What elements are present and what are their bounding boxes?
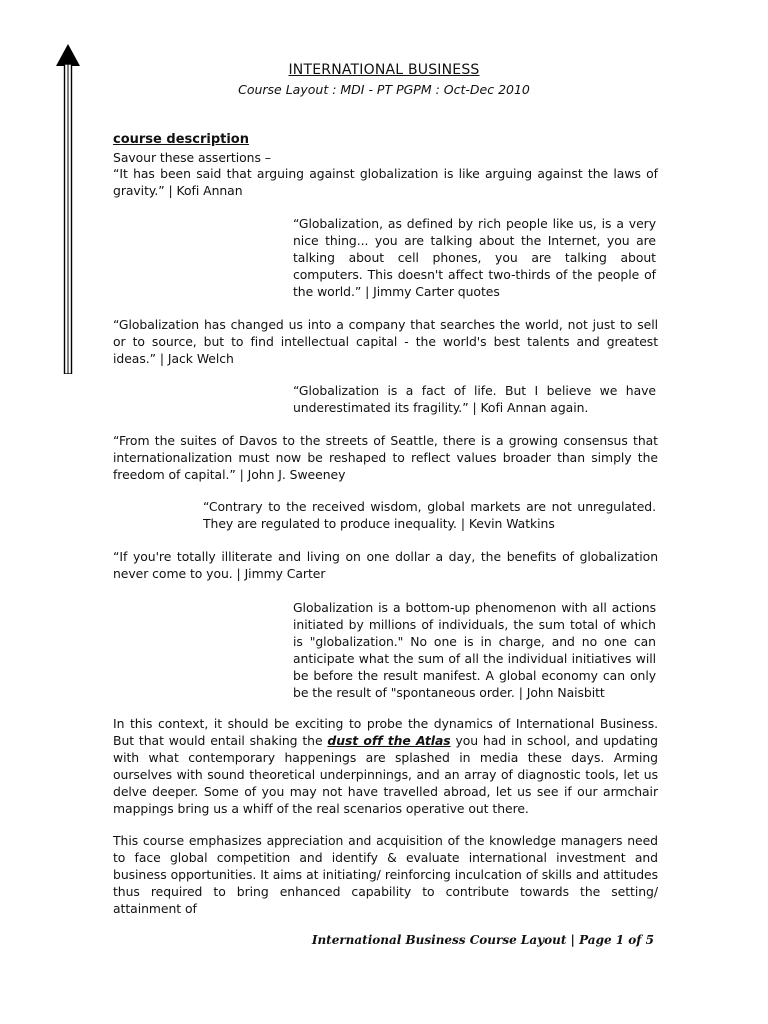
- document-title: INTERNATIONAL BUSINESS: [288, 62, 480, 78]
- quote-jimmy-carter-1: “Globalization, as defined by rich people like us, is a very nice thing... you are talking about the Internet, you are talking about cell phones, you are talking about computers. This doesn't affect two-thirds of the people of the world.” | Jimmy Carter quotes: [293, 216, 656, 299]
- page-footer: International Business Course Layout | Page 1 of 5: [311, 933, 654, 947]
- dust-off-atlas-link[interactable]: dust off the Atlas: [327, 733, 451, 748]
- course-emphasis-paragraph: This course emphasizes appreciation and acquisition of the knowledge managers need to face global competition and identify & evaluate international investment and business opportunities. It aims at initiating/ reinforcing inculcation of skills and attitudes thus required to bring enhanced capability to contribute towards the setting/ attainment of: [113, 833, 658, 916]
- intro-text: Savour these assertions –: [113, 150, 271, 165]
- quote-kevin-watkins: “Contrary to the received wisdom, global markets are not unregulated. They are regulated to produce inequality. | Kevin Watkins: [203, 499, 656, 531]
- quote-john-naisbitt: Globalization is a bottom-up phenomenon with all actions initiated by millions of individuals, the sum total of which is "globalization." No one is in charge, and no one can anticipate what the sum of all the individual initiatives will be before the result manifest. A global economy can only be the result of "spontaneous order. | John Naisbitt: [293, 600, 656, 700]
- document-subtitle: Course Layout : MDI - PT PGPM : Oct-Dec 2010: [238, 82, 530, 97]
- quote-kofi-annan-again: “Globalization is a fact of life. But I believe we have underestimated its fragility.” | Kofi Annan again.: [293, 383, 656, 415]
- context-text-end: you had in school, and updating with what contemporary happenings are splashed in media these days. Arming ourselves with sound theoretical underpinnings, and an array of diagnostic tools, let us delve deeper. Some of you may not have travelled abroad, let us see if our armchair mappings bring us a whiff of the real scenarios operative out there.: [113, 733, 658, 816]
- context-text-start: In this context, it should be exciting to probe the dynamics of International Business. But that would entail shaking the: [113, 716, 658, 748]
- context-paragraph: [113, 715, 658, 817]
- section-heading: course description: [113, 132, 249, 147]
- quote-jimmy-carter-2: “If you're totally illiterate and living on one dollar a day, the benefits of globalization never come to you. | Jimmy Carter: [113, 549, 658, 581]
- quote-kofi-annan: “It has been said that arguing against globalization is like arguing against the laws of gravity.” | Kofi Annan: [113, 166, 658, 198]
- quote-john-sweeney: “From the suites of Davos to the streets of Seattle, there is a growing consensus that internationalization must now be reshaped to reflect values broader than simply the freedom of capital.” | John J. Sweeney: [113, 433, 658, 482]
- quote-jack-welch: “Globalization has changed us into a company that searches the world, not just to sell or to source, but to find intellectual capital - the world's best talents and greatest ideas.” | Jack Welch: [113, 317, 658, 366]
